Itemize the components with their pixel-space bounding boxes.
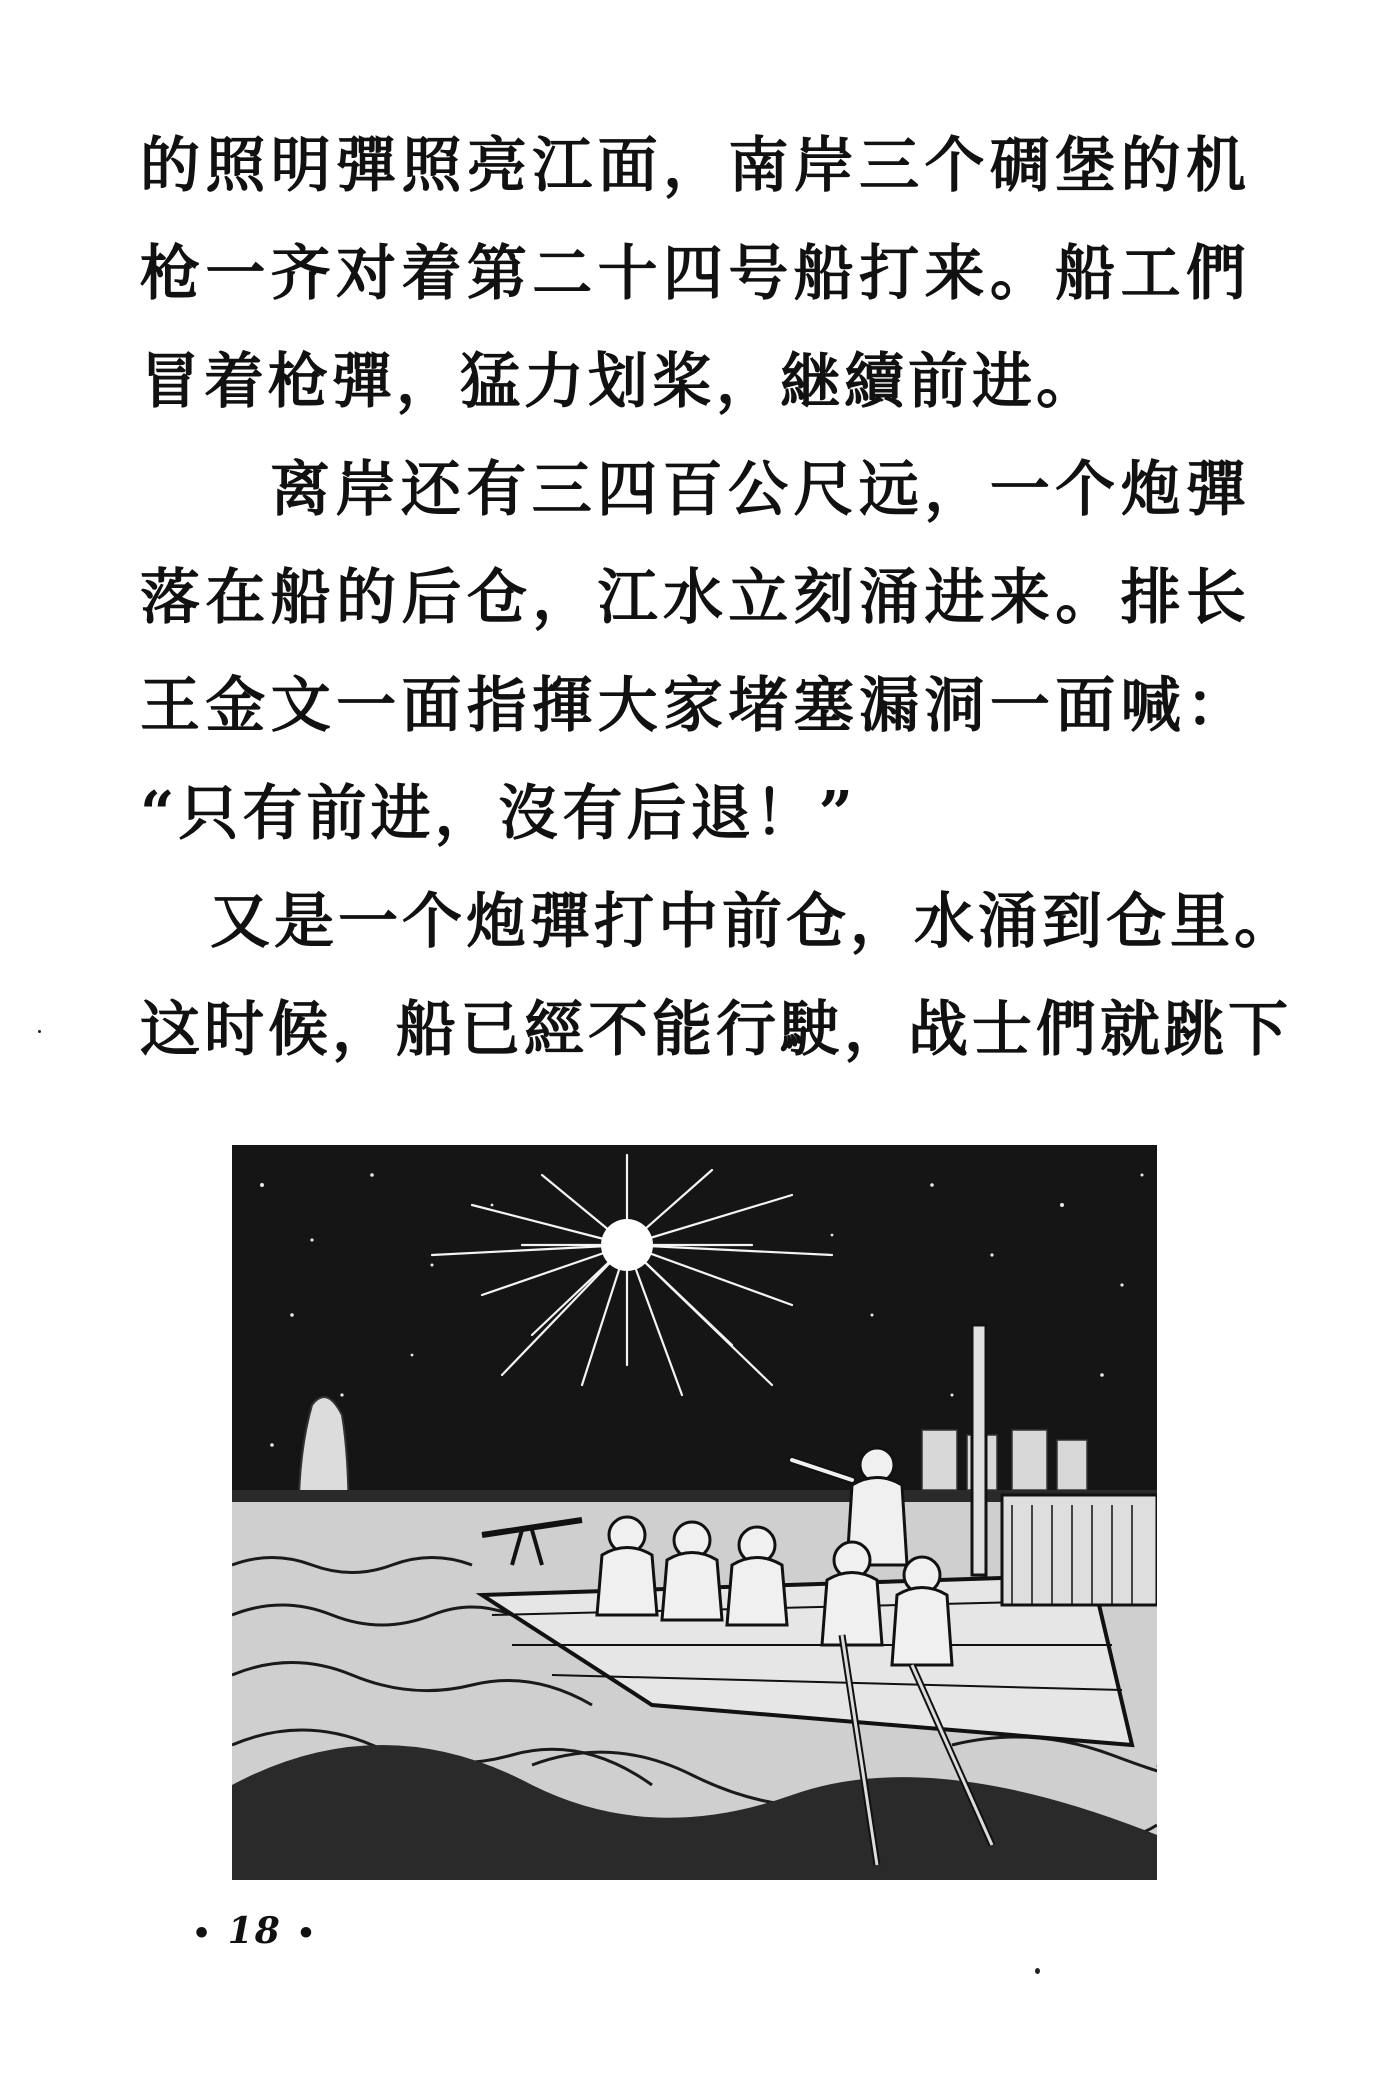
body-text <box>140 112 1298 1084</box>
text-line-8: 又是一个炮彈打中前仓，水涌到仓里。 <box>210 887 1298 957</box>
text-line-9: 这时候，船已經不能行駛，战士們就跳下 <box>140 995 1292 1065</box>
illustration-boat-crossing <box>232 1145 1157 1880</box>
print-speck <box>1035 1968 1040 1974</box>
page-number-right-dot: • <box>296 1916 318 1952</box>
text-line-6: 王金文一面指揮大家堵塞漏洞一面喊： <box>140 671 1250 741</box>
print-speck <box>38 1030 41 1033</box>
text-line-2: 枪一齐对着第二十四号船打来。船工們 <box>140 239 1250 309</box>
text-line-1: 的照明彈照亮江面，南岸三个碉堡的机 <box>140 131 1250 201</box>
text-line-7: “只有前进，沒有后退！” <box>140 779 858 849</box>
woodcut-boat-under-flare-icon <box>232 1145 1157 1880</box>
text-line-3: 冒着枪彈，猛力划桨，継續前进。 <box>140 347 1100 417</box>
page-number <box>192 1910 318 1952</box>
page-number-value: 18 <box>227 1910 282 1952</box>
text-line-4: 离岸还有三四百公尺远，一个炮彈 <box>270 455 1250 525</box>
text-line-5: 落在船的后仓，江水立刻涌进来。排长 <box>140 563 1250 633</box>
page-number-left-dot: • <box>192 1916 214 1952</box>
